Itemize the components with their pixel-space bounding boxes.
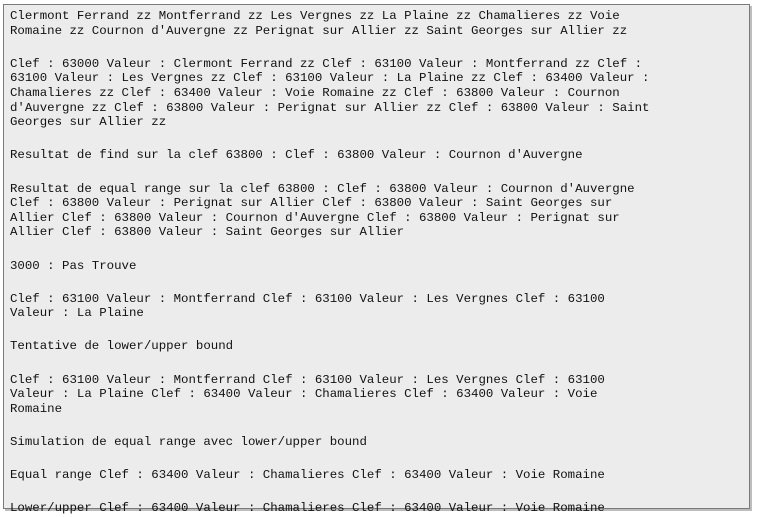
console-output <box>10 9 744 516</box>
console-line: 3000 : Pas Trouve <box>10 258 137 273</box>
console-line: Tentative de lower/upper bound <box>10 339 234 354</box>
console-window <box>3 4 750 516</box>
console-line: Lower/upper Clef : 63400 Valeur : Chamalieres Clef : 63400 Valeur : Voie Romaine <box>10 501 605 516</box>
console-line: Simulation de equal range avec lower/upper bound <box>10 435 367 450</box>
console-line: Clermont Ferrand zz Montferrand zz Les Vergnes zz La Plaine zz Chamalieres zz Voie Romaine zz Cournon d'Auvergne zz Perignat sur Allier zz Saint Georges sur Allier zz <box>10 9 628 38</box>
console-line: Equal range Clef : 63400 Valeur : Chamalieres Clef : 63400 Valeur : Voie Romaine <box>10 468 605 483</box>
console-line: Clef : 63100 Valeur : Montferrand Clef : 63100 Valeur : Les Vergnes Clef : 63100 Valeur : La Plaine Clef : 63400 Valeur : Chamalieres Clef : 63400 Valeur : Voie Romaine <box>10 372 605 416</box>
console-line: Resultat de find sur la clef 63800 : Clef : 63800 Valeur : Cournon d'Auvergne <box>10 148 583 163</box>
console-line: Clef : 63000 Valeur : Clermont Ferrand zz Clef : 63100 Valeur : Montferrand zz Clef : 63100 Valeur : Les Vergnes zz Clef : 63100 Valeur : La Plaine zz Clef : 63400 Valeur : Chamalieres zz Clef : 63400 Valeur : Voie Romaine zz Clef : 63800 Valeur : Cournon d'Auvergne zz Clef : 63800 Valeur : Perignat sur Allier zz Clef : 63800 Valeur : Saint Georges sur Allier zz <box>10 56 650 130</box>
console-line: Clef : 63100 Valeur : Montferrand Clef : 63100 Valeur : Les Vergnes Clef : 63100 Valeur : La Plaine <box>10 291 605 321</box>
console-line: Resultat de equal range sur la clef 63800 : Clef : 63800 Valeur : Cournon d'Auvergne Clef : 63800 Valeur : Perignat sur Allier Clef : 63800 Valeur : Saint Georges sur Allier Clef : 63800 Valeur : Cournon d'Auvergne Clef : 63800 Valeur : Perignat sur Allier Clef : 63800 Valeur : Saint Georges sur Allier <box>10 181 635 240</box>
